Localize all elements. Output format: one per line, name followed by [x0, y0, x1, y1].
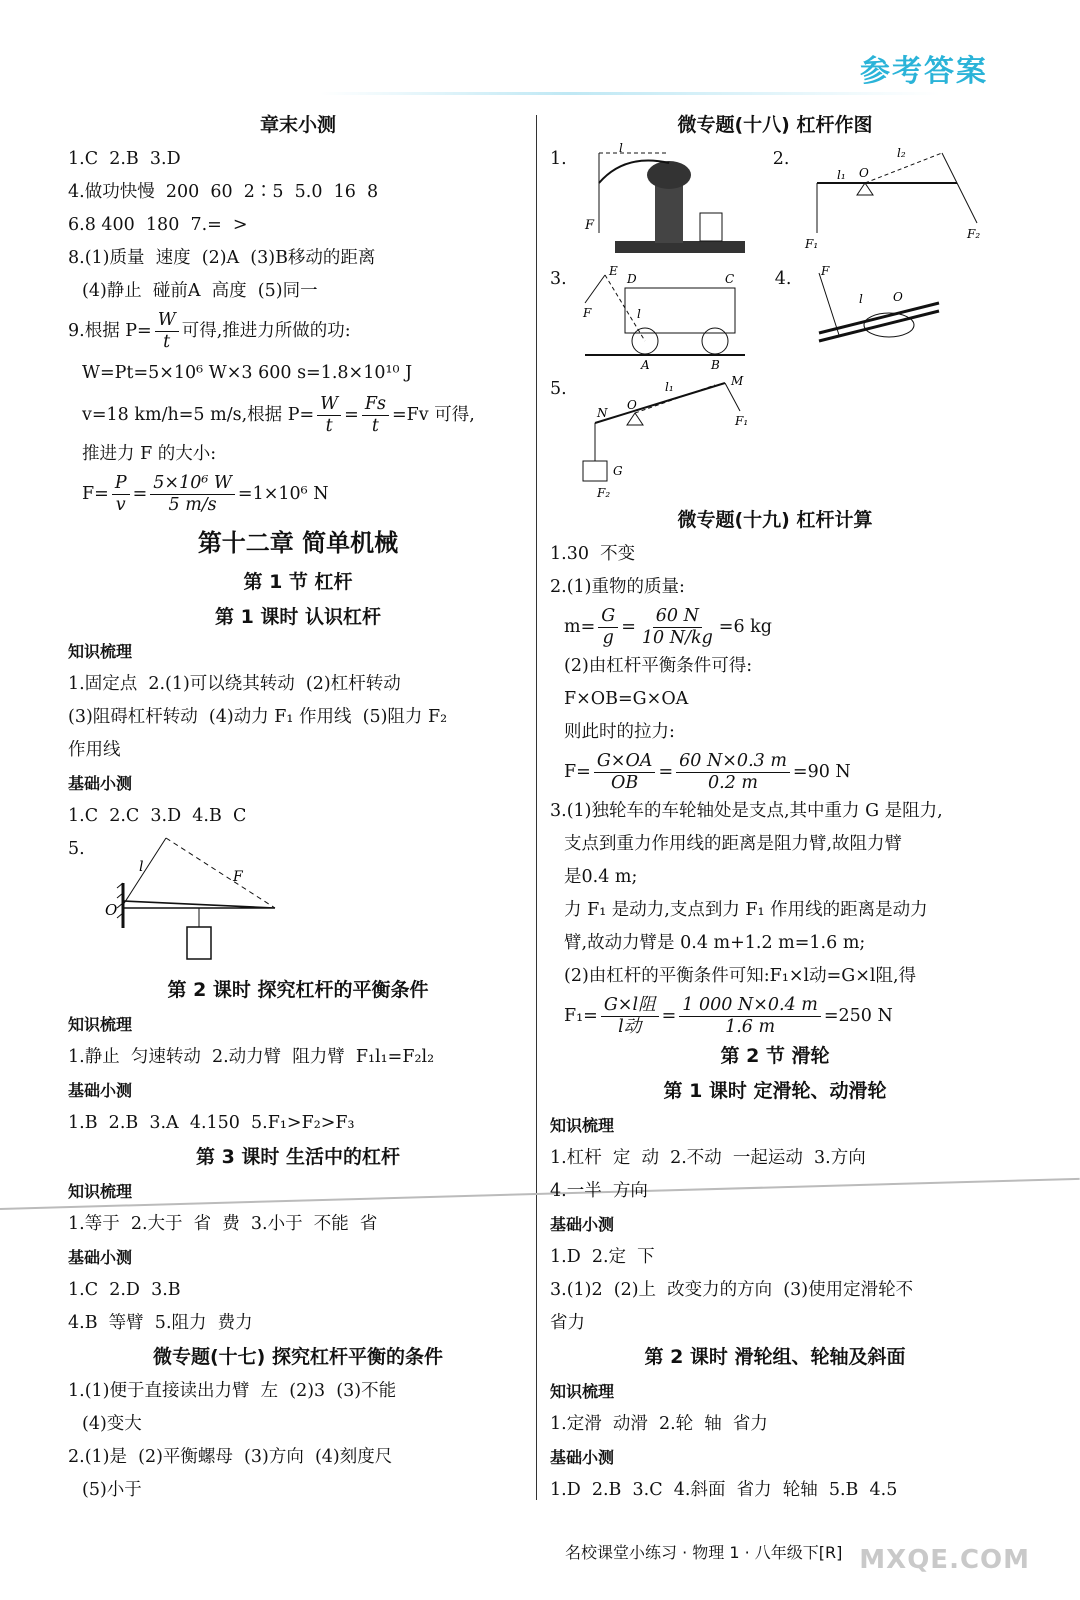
lever-bar [123, 901, 275, 908]
svg-text:B: B [710, 358, 720, 371]
subhead-knowledge: 知识梳理 [550, 1116, 615, 1135]
svg-text:F₂: F₂ [596, 486, 610, 500]
chapter-title: 第十二章 简单机械 [197, 529, 399, 557]
answer-line: 省力 [550, 1313, 585, 1333]
subhead-knowledge: 知识梳理 [68, 1182, 133, 1201]
svg-text:l₁: l₁ [837, 168, 847, 182]
answer-line: 1.定滑 动滑 2.轮 轴 省力 [550, 1414, 768, 1434]
svg-text:F: F [584, 218, 594, 233]
formula-line: F= $\frac{G\times OA}{OB}$ = $\frac{60 N\times 0.3 m}{0.2 m}$ =90 N [564, 750, 851, 793]
formula-line [68, 308, 528, 354]
watermark: MXQE.COM [859, 1545, 1030, 1575]
fraction: $\frac{Fs}{t}$ [362, 394, 389, 437]
force-line [166, 838, 275, 908]
fraction: $\frac{\text{G×l阻}}{\text{l动}}$ [601, 995, 659, 1038]
cart-box [625, 288, 735, 333]
svg-text:M: M [730, 374, 743, 388]
answer-line: (2)由杠杆的平衡条件可知:F₁×l动=G×l阻,得 [564, 966, 917, 986]
fraction: $\frac{1 000 N\times 0.4 m}{1.6 m}$ [679, 995, 821, 1038]
weight [583, 461, 607, 481]
answer-line: 1.静止 匀速转动 2.动力臂 阻力臂 F₁l₁=F₂l₂ [68, 1047, 435, 1067]
label-F: F [232, 869, 243, 885]
answer-line: 1.C 2.C 3.D 4.B C [68, 806, 247, 826]
svg-text:G: G [612, 464, 623, 478]
figure-row-3-4 [550, 263, 1000, 373]
formula-line: W=Pt=5×10⁶ W×3 600 s=1.8×10¹⁰ J [82, 363, 413, 383]
svg-text:D: D [626, 272, 637, 286]
label-O: O [104, 901, 118, 919]
answer-line: (2)由杠杆平衡条件可得: [564, 656, 753, 676]
answer-line: (4)变大 [82, 1414, 142, 1434]
q5-figure-row [68, 833, 528, 973]
svg-text:C: C [724, 272, 734, 286]
answer-line: 1.C 2.D 3.B [68, 1280, 181, 1300]
fraction: $\frac{G\times OA}{OB}$ [594, 751, 656, 794]
answer-line: 1.D 2.定 下 [550, 1247, 655, 1267]
svg-text:A: A [640, 358, 650, 371]
answer-line: 力 F₁ 是动力,支点到力 F₁ 作用线的距离是动力 [564, 900, 928, 920]
subhead-basic: 基础小测 [68, 774, 133, 793]
micro-topic-title: 微专题(十九) 杠杆计算 [677, 509, 873, 531]
question-number: 4. [774, 269, 792, 289]
lesson-title: 第 1 课时 认识杠杆 [214, 606, 382, 628]
answer-line: 1.等于 2.大于 省 费 3.小于 不能 省 [68, 1214, 378, 1234]
pump-lever-diagram [575, 143, 755, 261]
svg-text:l: l [618, 143, 623, 155]
fulcrum [627, 413, 643, 425]
svg-text:F₁: F₁ [734, 414, 748, 428]
formula-line: m= $\frac{G}{g}$ = $\frac{60 N}{10 N/kg}$ =6 kg [564, 605, 772, 648]
fraction: $\frac{\text{5×10⁶ W}}{5 m/s}$ [150, 473, 235, 516]
svg-text:E: E [608, 264, 618, 278]
answer-line: 1.(1)便于直接读出力臂 左 (2)3 (3)不能 [68, 1381, 397, 1401]
answer-line: 2.(1)是 (2)平衡螺母 (3)方向 (4)刻度尺 [68, 1447, 393, 1467]
wheel-B [702, 328, 728, 354]
footer-text: 名校课堂小练习 · 物理 1 · 八年级下[R] [565, 1543, 843, 1562]
label-l: l [138, 859, 144, 875]
svg-text:F₁: F₁ [805, 237, 819, 251]
left-column [68, 108, 528, 1507]
formula-line: F= $\frac{P}{v}$ = $\frac{\text{5×10⁶ W}}{5 m/s}$ =1×10⁶ N [82, 472, 329, 515]
svg-text:O: O [893, 290, 904, 304]
bar [595, 383, 725, 423]
fraction: $\frac{G}{g}$ [598, 606, 618, 649]
question-number: 2. [772, 149, 790, 169]
right-column [550, 108, 1000, 1507]
svg-text:F₂: F₂ [967, 227, 981, 241]
lesson-title: 第 2 课时 滑轮组、轮轴及斜面 [644, 1346, 906, 1368]
lesson-title: 第 3 课时 生活中的杠杆 [195, 1146, 401, 1168]
svg-text:l: l [636, 307, 641, 321]
answer-line: 3.(1)2 (2)上 改变力的方向 (3)使用定滑轮不 [550, 1280, 914, 1300]
header-line [320, 92, 940, 95]
column-divider [536, 115, 537, 1500]
subhead-knowledge: 知识梳理 [68, 642, 133, 661]
fraction: $\frac{W}{t}$ [317, 394, 341, 437]
answer-line: 8.(1)质量 速度 (2)A (3)B移动的距离 [68, 248, 376, 268]
fraction: $\frac{60 N\times 0.3 m}{0.2 m}$ [676, 751, 790, 794]
answer-line: 作用线 [68, 740, 121, 760]
micro-topic-title: 微专题(十七) 探究杠杆平衡的条件 [153, 1346, 443, 1368]
svg-text:F: F [821, 264, 830, 278]
weight-block [187, 927, 211, 959]
answer-line: 1.C 2.B 3.D [68, 149, 181, 169]
micro-topic-title: 微专题(十八) 杠杆作图 [677, 114, 873, 136]
bucket [700, 213, 722, 241]
answer-line: (4)静止 碰前A 高度 (5)同一 [82, 281, 318, 301]
figure-row-5 [550, 373, 1000, 503]
arm-line [123, 838, 166, 905]
answer-line: 1.B 2.B 3.A 4.150 5.F₁>F₂>F₃ [68, 1113, 355, 1133]
answer-line: 4.一半 方向 [550, 1181, 648, 1201]
fraction: $\frac{P}{v}$ [112, 473, 130, 516]
svg-text:N: N [596, 406, 608, 420]
text: 可得,推进力所做的功: [181, 321, 351, 341]
header-title: 参考答案 [860, 54, 988, 89]
section-title: 第 1 节 杠杆 [243, 571, 353, 593]
answer-line: 1.固定点 2.(1)可以绕其转动 (2)杠杆转动 [68, 674, 401, 694]
svg-text:O: O [626, 398, 637, 412]
fraction: $\frac{60 N}{10 N/kg}$ [641, 605, 713, 648]
answer-line: 1.30 不变 [550, 544, 636, 564]
question-number: 5. [68, 839, 85, 859]
subhead-knowledge: 知识梳理 [68, 1015, 133, 1034]
svg-text:l: l [859, 292, 864, 306]
answer-line: (3)阻碍杠杆转动 (4)动力 F₁ 作用线 (5)阻力 F₂ [68, 707, 448, 727]
lever-arm-diagram-2 [797, 143, 987, 261]
formula-line: F₁= $\frac{\text{G×l阻}}{\text{l动}}$ = $\frac{1 000 N\times 0.4 m}{1.6 m}$ =250 N [564, 994, 893, 1037]
answer-line: 则此时的拉力: [564, 722, 675, 742]
answer-line: 臂,故动力臂是 0.4 m+1.2 m=1.6 m; [564, 933, 866, 953]
formula-line: 推进力 F 的大小: [82, 444, 217, 464]
lesson-title: 第 1 课时 定滑轮、动滑轮 [663, 1080, 887, 1102]
section-title: 章末小测 [259, 114, 336, 136]
lever-weight-diagram [575, 373, 775, 501]
fulcrum [857, 183, 873, 195]
scissors-diagram [799, 263, 949, 371]
answer-line: (5)小于 [82, 1480, 142, 1500]
subhead-basic: 基础小测 [550, 1448, 615, 1467]
answer-line: 2.(1)重物的质量: [550, 577, 685, 597]
pump-body [655, 183, 683, 243]
answer-line: 支点到重力作用线的距离是阻力臂,故阻力臂 [564, 834, 903, 854]
answer-line: 是0.4 m; [564, 867, 638, 887]
answer-line: 4.做功快慢 200 60 2∶5 5.0 16 8 [68, 182, 379, 202]
answer-line: 1.D 2.B 3.C 4.斜面 省力 轮轴 5.B 4.5 [550, 1480, 898, 1500]
answer-line: F×OB=G×OA [564, 689, 689, 709]
answer-line: 1.杠杆 定 动 2.不动 一起运动 3.方向 [550, 1148, 866, 1168]
formula-line: v=18 km/h=5 m/s,根据 P= $\frac{W}{t}$ = $\frac{Fs}{t}$ =Fv 可得, [82, 393, 475, 436]
section-title: 第 2 节 滑轮 [720, 1045, 830, 1067]
lever-diagram [93, 833, 323, 973]
question-number: 3. [550, 269, 567, 289]
text: 9.根据 P= [68, 321, 152, 341]
question-number: 1. [550, 149, 567, 169]
lesson-title: 第 2 课时 探究杠杆的平衡条件 [167, 979, 429, 1001]
subhead-knowledge: 知识梳理 [550, 1382, 615, 1401]
cart-diagram [575, 263, 755, 371]
subhead-basic: 基础小测 [68, 1081, 133, 1100]
svg-text:l₁: l₁ [664, 380, 674, 394]
svg-text:F: F [582, 306, 592, 320]
svg-text:l₂: l₂ [897, 146, 907, 160]
fraction: $\frac{W}{t}$ [155, 310, 179, 353]
answer-line: 4.B 等臂 5.阻力 费力 [68, 1313, 253, 1333]
subhead-basic: 基础小测 [68, 1248, 133, 1267]
answer-line: 3.(1)独轮车的车轮轴处是支点,其中重力 G 是阻力, [550, 801, 943, 821]
figure-row-1-2 [550, 143, 1000, 263]
pump-head [647, 161, 691, 189]
svg-text:O: O [859, 166, 870, 180]
question-number: 5. [550, 379, 567, 399]
answer-line: 6.8 400 180 7.= > [68, 215, 248, 235]
subhead-basic: 基础小测 [550, 1215, 615, 1234]
